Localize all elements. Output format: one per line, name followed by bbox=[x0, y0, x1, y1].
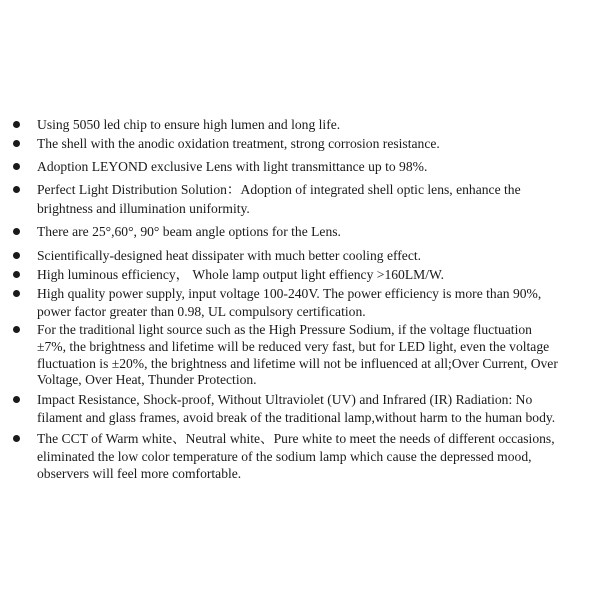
bullet-icon bbox=[13, 271, 20, 278]
bullet-icon bbox=[13, 140, 20, 147]
item-text: The shell with the anodic oxidation treatment, strong corrosion resistance. bbox=[37, 136, 440, 151]
item-text: High quality power supply, input voltage 100-240V. The power efficiency is more than 90%, bbox=[37, 286, 542, 301]
item-text: Voltage, Over Heat, Thunder Protection. bbox=[37, 372, 257, 387]
bullet-icon bbox=[13, 121, 20, 128]
item-text: For the traditional light source such as the High Pressure Sodium, if the voltage fluctuation bbox=[37, 322, 532, 337]
bullet-icon bbox=[13, 163, 20, 170]
item-text: Using 5050 led chip to ensure high lumen and long life. bbox=[37, 117, 341, 132]
item-text: fluctuation is ±20%, the brightness and lifetime will not be influenced at all;Over Current, Over bbox=[37, 356, 558, 371]
item-text: power factor greater than 0.98, UL compulsory certification. bbox=[37, 304, 366, 319]
bullet-icon bbox=[13, 396, 20, 403]
item-text: The CCT of Warm white、Neutral white、Pure white to meet the needs of different occasions, bbox=[37, 431, 555, 446]
bullet-icon bbox=[13, 228, 20, 235]
bullet-icon bbox=[13, 290, 20, 297]
bullet-icon bbox=[13, 435, 20, 442]
item-text: brightness and illumination uniformity. bbox=[37, 201, 250, 216]
item-text: High luminous efficiency， Whole lamp output light effiency >160LM/W. bbox=[37, 267, 444, 282]
item-text: Impact Resistance, Shock-proof, Without Ultraviolet (UV) and Infrared (IR) Radiation: No bbox=[37, 392, 533, 407]
item-text: ±7%, the brightness and lifetime will be reduced very fast, but for LED light, even the voltage bbox=[37, 339, 550, 354]
item-text: filament and glass frames, avoid break of the traditional lamp,without harm to the human body. bbox=[37, 410, 556, 425]
bullet-icon bbox=[13, 252, 20, 259]
bullet-icon bbox=[13, 326, 20, 333]
item-text: Perfect Light Distribution Solution：Adoption of integrated shell optic lens, enhance the bbox=[37, 182, 521, 197]
item-text: eliminated the low color temperature of the sodium lamp which cause the depressed mood, bbox=[37, 449, 532, 464]
bullet-icon bbox=[13, 186, 20, 193]
item-text: Adoption LEYOND exclusive Lens with light transmittance up to 98%. bbox=[37, 159, 428, 174]
item-text: There are 25°,60°, 90° beam angle options for the Lens. bbox=[37, 224, 341, 239]
item-text: Scientifically-designed heat dissipater with much better cooling effect. bbox=[37, 248, 422, 263]
item-text: observers will feel more comfortable. bbox=[37, 466, 242, 481]
